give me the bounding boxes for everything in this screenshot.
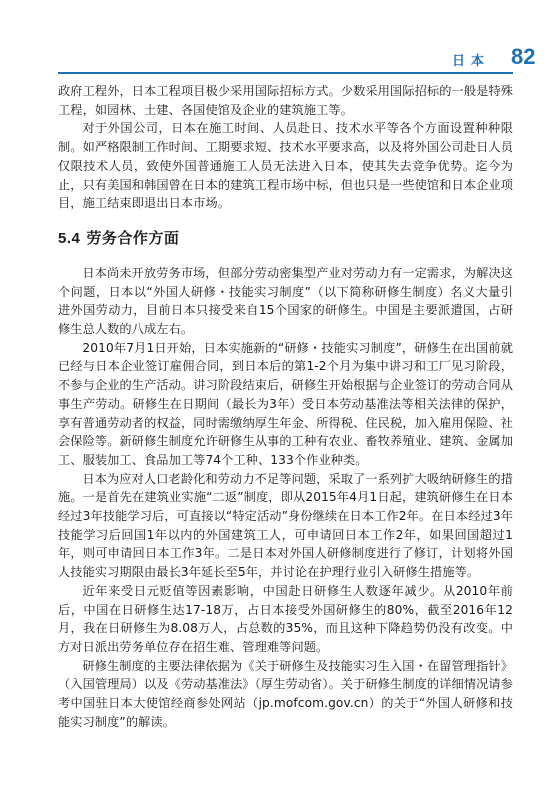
section-heading	[58, 227, 513, 248]
section-number: 5.4	[58, 229, 81, 247]
paragraph-aging-measures: 日本为应对人口老龄化和劳动力不足等问题，采取了一系列扩大吸纳研修生的措施。一是首先在建筑业实施“二返”制度，即从2015年4月1日起，建筑研修生在日本经过3年技能学习后，可直接以“特定活动”身份继续在日本工作2年。在日本经过3年技能学习后回国1年以内的外国建筑工人，可申请回日本工作2年，如果回国超过1年，则可申请回日本工作3年。二是日本对外国人研修制度进行了修订，计划将外国人技能实习期限由最长3年延长至5年，并讨论在护理行业引入研修生措施等。	[58, 471, 513, 580]
paragraph-intro-continuation: 政府工程外，日本工程项目极少采用国际招标方式。少数采用国际招标的一般是特殊工程，如园林、土建、各国使馆及企业的建筑施工等。	[58, 84, 513, 117]
paragraph-foreign-companies: 对于外国公司，日本在施工时间、人员赴日、技术水平等各个方面设置种种限制。如严格限制工作时间、工期要求短、技术水平要求高，以及将外国公司赴日人员仅限技术人员，致使外国普通施工人员无法进入日本，使其失去竞争优势。迄今为止，只有美国和韩国曾在日本的建筑工程市场中标，但也只是一些使馆和日本企业项目，施工结束即退出日本市场。	[58, 121, 513, 211]
header-label: 日本	[452, 54, 491, 69]
page-number: 82	[511, 44, 536, 69]
paragraph-new-trainee-system: 2010年7月1日开始，日本实施新的“研修・技能实习制度”，研修生在出国前就已经与日本企业签订雇佣合同，到日本后的第1-2个月为集中讲习和工厂见习阶段，不参与企业的生产活动。讲习阶段结束后，研修生开始根据与企业签订的劳动合同从事生产劳动。研修生在日期间（最长为3年）受日本劳动基准法等相关法律的保护，享有普通劳动者的权益，同时需缴纳厚生年金、所得税、住民税，加入雇用保险、社会保险等。新研修生制度允许研修生从事的工种有农业、畜牧养殖业、建筑、金属加工、服装加工、食品加工等74个工种、133个作业种类。	[58, 340, 513, 467]
paragraph-trainee-decline: 近年来受日元贬值等因素影响，中国赴日研修生人数逐年减少。从2010年前后，中国在日研修生达17-18万，占日本接受外国研修生的80%，截至2016年12月，我在日研修生为8.08万人，占总数的35%，而且这种下降趋势仍没有改变。中方对日派出劳务单位存在招生难、管理难等问题。	[58, 583, 513, 654]
paragraph-legal-basis: 研修生制度的主要法律依据为《关于研修生及技能实习生入国・在留管理指针》（入国管理局）以及《劳动基准法》（厚生劳动省）。关于研修生制度的详细情况请参考中国驻日本大使馆经商参处网站（jp.mofcom.gov.cn）的关于“外国人研修和技能实习制度”的解读。	[58, 658, 513, 729]
header-divider	[58, 72, 513, 74]
section-title: 劳务合作方面	[86, 228, 180, 247]
page-header	[0, 44, 559, 78]
page-body	[58, 82, 513, 732]
paragraph-labor-market: 日本尚未开放劳务市场，但部分劳动密集型产业对劳动力有一定需求，为解决这个问题，日本以“外国人研修・技能实习制度”（以下简称研修生制度）名义大量引进外国劳动力，目前日本只接受来自15个国家的研修生。中国是主要派遣国，占研修生总人数的八成左右。	[58, 265, 513, 337]
